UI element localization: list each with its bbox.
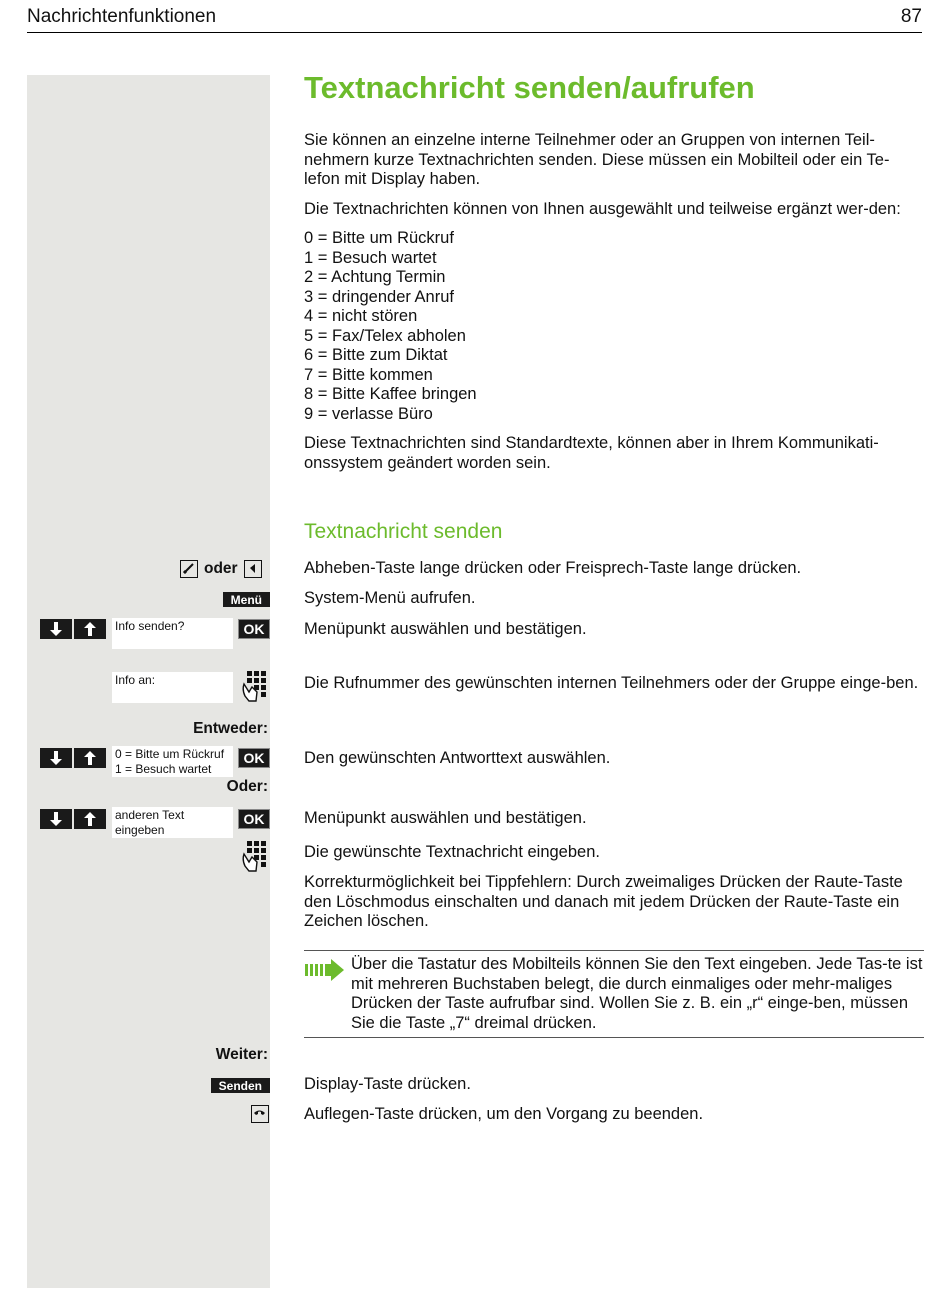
- note-arrow-icon: [305, 958, 345, 987]
- arrow-up-button[interactable]: [74, 748, 106, 768]
- ok-button[interactable]: OK: [238, 809, 270, 829]
- arrow-down-button[interactable]: [40, 809, 72, 829]
- arrow-down-icon: [49, 621, 63, 637]
- display-other-text: [112, 807, 233, 838]
- hangup-icon: [251, 1105, 269, 1123]
- message-item: 2 = Achtung Termin: [304, 268, 446, 286]
- arrow-up-button[interactable]: [74, 809, 106, 829]
- or-label: oder: [204, 560, 238, 577]
- step-7-text: Die gewünschte Textnachricht eingeben.: [304, 843, 600, 861]
- intro-paragraph: Sie können an einzelne interne Teilnehmer oder an Gruppen von internen Teil-nehmern kurze Textnachrichten senden. Diese müssen ein Mobilteil oder ein Te-lefon mit Display haben.: [304, 131, 890, 188]
- message-item: 5 = Fax/Telex abholen: [304, 326, 466, 345]
- message-item: 3 = dringender Anruf: [304, 287, 454, 306]
- message-item: 6 = Bitte zum Diktat: [304, 346, 448, 364]
- main-content: [304, 70, 924, 473]
- step-5-text: Den gewünschten Antworttext auswählen.: [304, 749, 611, 767]
- arrow-up-icon: [83, 811, 97, 827]
- arrow-up-button[interactable]: [74, 619, 106, 639]
- display-line: anderen Text: [115, 808, 185, 822]
- message-item: 1 = Besuch wartet: [304, 248, 437, 267]
- step-1-text: Abheben-Taste lange drücken oder Freisprech-Taste lange drücken.: [304, 559, 802, 577]
- choose-paragraph: Die Textnachrichten können von Ihnen ausgewählt und teilweise ergänzt wer-den:: [304, 199, 901, 218]
- ok-button[interactable]: OK: [238, 748, 270, 768]
- message-list: [304, 229, 924, 424]
- message-item: 7 = Bitte kommen: [304, 365, 433, 384]
- section-title: Textnachricht senden: [304, 520, 503, 543]
- arrow-up-icon: [83, 750, 97, 766]
- note-bottom-rule: [304, 1037, 924, 1038]
- arrow-down-button[interactable]: [40, 748, 72, 768]
- note-text: Über die Tastatur des Mobilteils können Sie den Text eingeben. Jede Tas-te ist mit mehreren Buchstaben belegt, die durch einmaliges oder mehr-maliges Drücken der Taste aufrufbar sind. Wollen Sie z. B. ein „r“ einge-ben, müssen Sie die Taste „7“ dreimal drücken.: [351, 955, 923, 1032]
- display-text: Info senden?: [115, 619, 185, 633]
- display-line: 0 = Bitte um Rückruf: [115, 747, 225, 761]
- correction-paragraph: Korrekturmöglichkeit bei Tippfehlern: Durch zweimaliges Drücken der Raute-Taste den Löschmodus einschalten und danach mit jedem Drücken der Raute-Taste ein Zeichen löschen.: [304, 873, 903, 930]
- message-item: 0 = Bitte um Rückruf: [304, 229, 454, 247]
- arrow-down-icon: [49, 750, 63, 766]
- step-8-text: Display-Taste drücken.: [304, 1075, 471, 1093]
- header-rule: [27, 32, 922, 33]
- step-3-text: Menüpunkt auswählen und bestätigen.: [304, 620, 587, 638]
- step-6-text: Menüpunkt auswählen und bestätigen.: [304, 809, 587, 827]
- send-key[interactable]: Senden: [211, 1078, 270, 1093]
- header-title: Nachrichtenfunktionen: [27, 6, 217, 27]
- message-item: 4 = nicht stören: [304, 307, 418, 325]
- display-line: 1 = Besuch wartet: [115, 761, 212, 776]
- speaker-icon: [244, 560, 262, 578]
- ok-button[interactable]: OK: [238, 619, 270, 639]
- continue-label: Weiter:: [215, 1046, 268, 1063]
- display-line: eingeben: [115, 822, 165, 837]
- step-4-text: Die Rufnummer des gewünschten internen Teilnehmers oder der Gruppe einge-ben.: [304, 674, 919, 692]
- step-2-text: System-Menü aufrufen.: [304, 589, 476, 607]
- page-number: 87: [900, 6, 922, 27]
- step-1-icons: [180, 559, 270, 579]
- arrow-down-button[interactable]: [40, 619, 72, 639]
- handset-icon: [180, 560, 198, 578]
- display-text: Info an:: [115, 673, 156, 687]
- display-info-senden: [112, 618, 233, 649]
- page-title: Textnachricht senden/aufrufen: [304, 70, 755, 105]
- keypad-icon: [240, 840, 268, 877]
- display-answer-list: [112, 746, 233, 777]
- menu-key[interactable]: Menü: [223, 592, 270, 607]
- or-section-label: Oder:: [226, 778, 268, 795]
- standard-text-paragraph: Diese Textnachrichten sind Standardtexte, können aber in Ihrem Kommunikati-onssystem geändert worden sein.: [304, 434, 879, 472]
- display-info-an: [112, 672, 233, 703]
- message-item: 8 = Bitte Kaffee bringen: [304, 385, 477, 403]
- either-label: Entweder:: [193, 720, 268, 737]
- arrow-up-icon: [83, 621, 97, 637]
- message-item: 9 = verlasse Büro: [304, 404, 433, 423]
- arrow-down-icon: [49, 811, 63, 827]
- note-top-rule: [304, 950, 924, 951]
- step-9-text: Auflegen-Taste drücken, um den Vorgang zu beenden.: [304, 1105, 704, 1123]
- keypad-icon: [240, 670, 268, 707]
